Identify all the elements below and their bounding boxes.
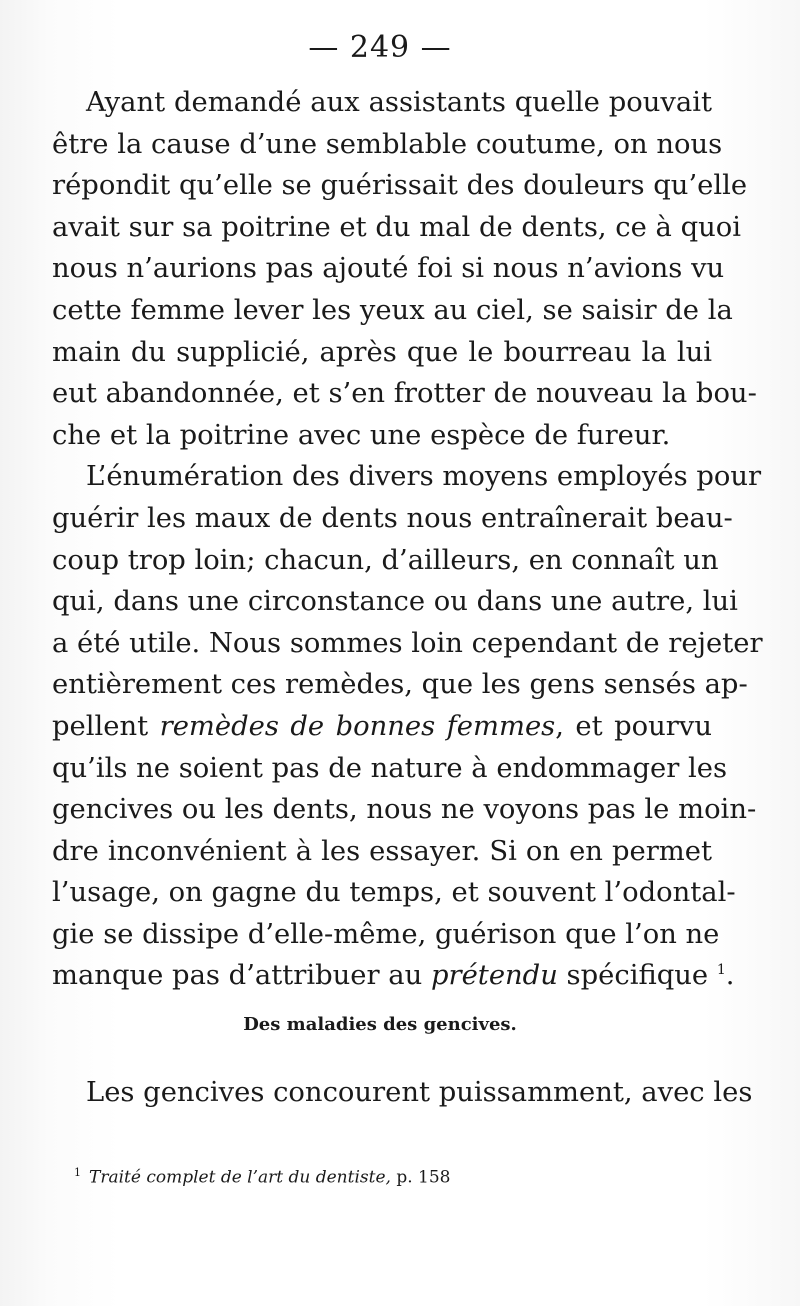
text-line: che et la poitrine avec une espèce de fureur. bbox=[52, 419, 671, 451]
text-line: coup trop loin; chacun, d’ailleurs, en connaît un bbox=[52, 544, 719, 576]
text-line: Ayant demandé aux assistants quelle pouvait bbox=[86, 87, 712, 118]
text-line: dre inconvénient à les essayer. Si on en permet bbox=[52, 835, 712, 867]
text-line: être la cause d’une semblable coutume, on nous bbox=[52, 128, 723, 160]
text-line: entièrement ces remèdes, que les gens sensés ap- bbox=[52, 669, 748, 701]
text-line bbox=[52, 955, 735, 997]
page-number: — 249 — bbox=[308, 30, 452, 65]
text-run: , et pourvu bbox=[555, 710, 713, 742]
text-line: Les gencives concourent puissamment, avec les bbox=[86, 1077, 753, 1108]
italic-phrase: remèdes de bonnes femmes bbox=[159, 710, 556, 742]
footnote bbox=[74, 1166, 450, 1188]
footnote-page-ref: p. 158 bbox=[396, 1167, 451, 1188]
text-run: pellent bbox=[52, 710, 160, 742]
text-line: guérir les maux de dents nous entraînerait beau- bbox=[52, 502, 733, 534]
text-line: nous n’aurions pas ajouté foi si nous n’avions vu bbox=[52, 253, 725, 285]
text-line bbox=[52, 706, 712, 748]
text-run: . bbox=[725, 960, 735, 992]
text-line: répondit qu’elle se guérissait des douleurs qu’elle bbox=[52, 170, 748, 202]
text-run: manque pas d’attribuer au bbox=[52, 960, 431, 992]
text-line: gie se dissipe d’elle-même, guérison que l’on ne bbox=[52, 918, 720, 950]
section-heading: Des maladies des gencives. bbox=[243, 1014, 517, 1035]
footnote-mark: 1 bbox=[74, 1166, 81, 1179]
footnote-title: Traité complet de l’art du dentiste, bbox=[89, 1167, 391, 1188]
footnote-reference[interactable]: 1 bbox=[716, 962, 726, 979]
text-line: qu’ils ne soient pas de nature à endommager les bbox=[52, 752, 728, 784]
text-line: l’usage, on gagne du temps, et souvent l’odontal- bbox=[52, 877, 736, 909]
text-line: avait sur sa poitrine et du mal de dents, ce à quoi bbox=[52, 211, 742, 243]
text-line: gencives ou les dents, nous ne voyons pas le moin- bbox=[52, 794, 757, 826]
text-line: eut abandonnée, et s’en frotter de nouveau la bou- bbox=[52, 378, 757, 410]
text-line: L’énumération des divers moyens employés pour bbox=[86, 461, 762, 493]
text-line: cette femme lever les yeux au ciel, se saisir de la bbox=[52, 294, 733, 326]
body-text bbox=[52, 82, 763, 997]
text-line: main du supplicié, après que le bourreau la lui bbox=[52, 336, 712, 368]
body-text-continued bbox=[52, 1072, 753, 1114]
text-run: spécifique bbox=[557, 960, 709, 992]
italic-phrase: prétendu bbox=[430, 960, 558, 992]
text-line: a été utile. Nous sommes loin cependant de rejeter bbox=[52, 627, 763, 659]
text-line: qui, dans une circonstance ou dans une autre, lui bbox=[52, 586, 738, 618]
